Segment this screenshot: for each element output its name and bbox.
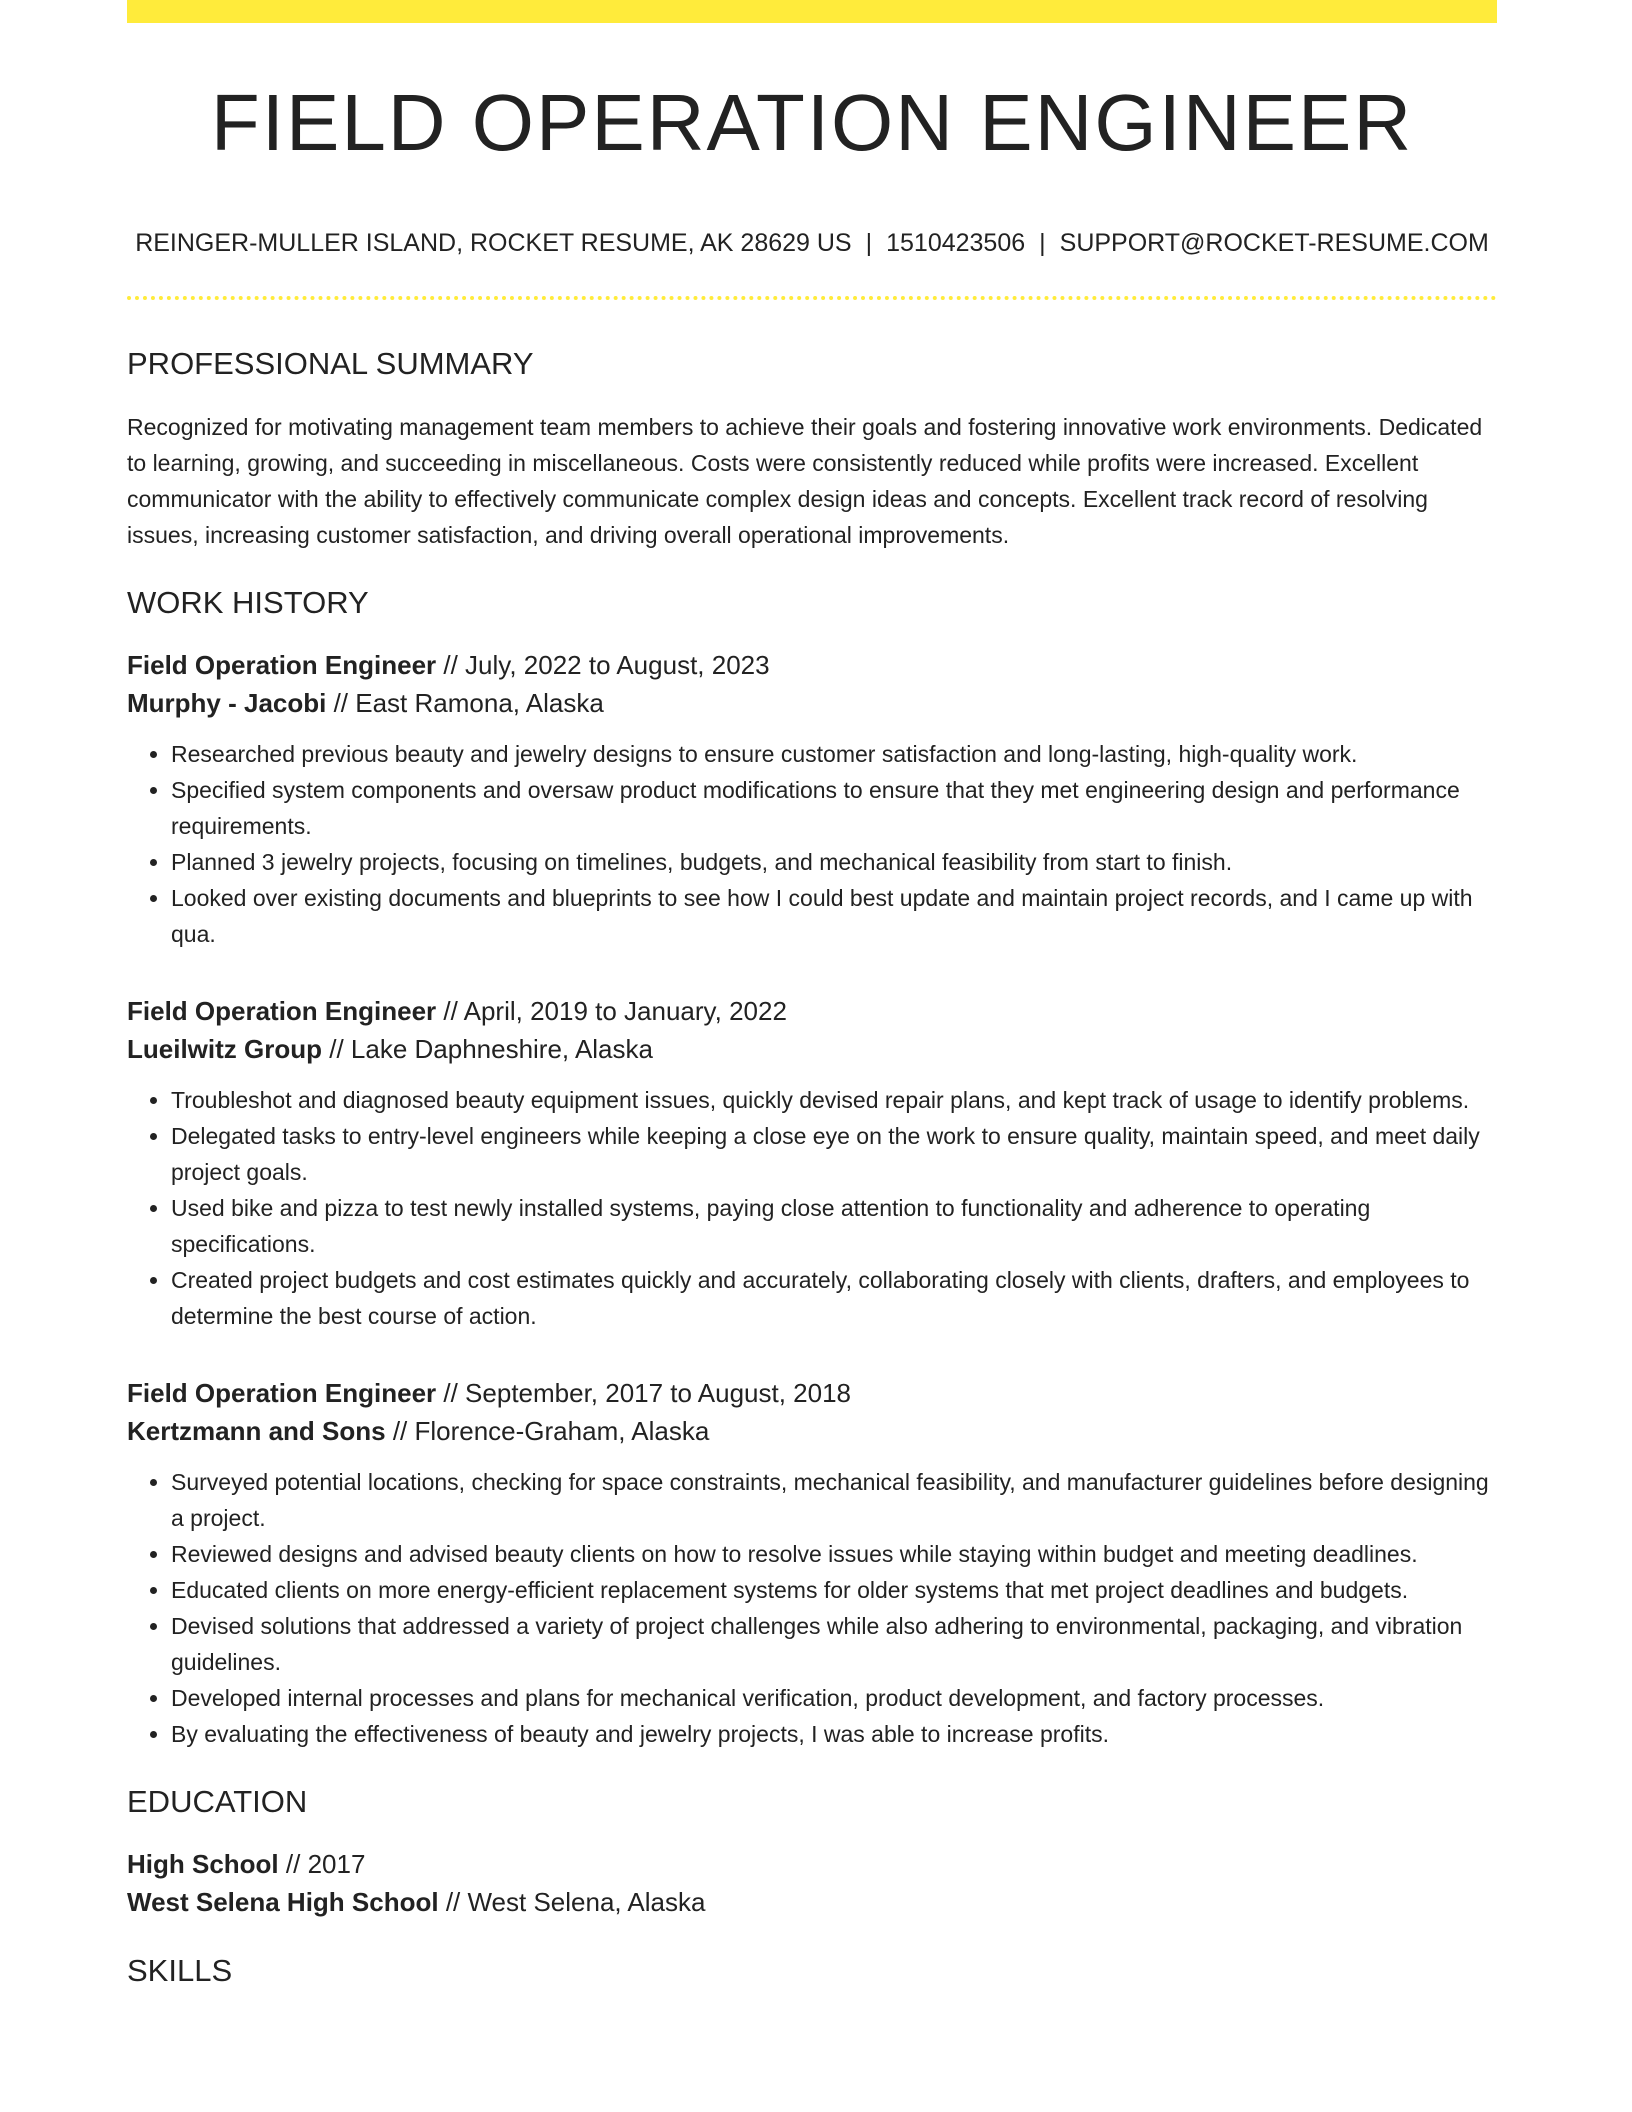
job-location: // East Ramona, Alaska [326, 688, 604, 718]
education-degree: High School [127, 1849, 279, 1879]
education-school-line [127, 1883, 1497, 1921]
resume-page [127, 0, 1497, 1986]
education-entry [127, 1845, 1497, 1921]
job-bullet: • Educated clients on more energy-efficient replacement systems for older systems that met project deadlines and budgets. [171, 1572, 1497, 1608]
skills-heading: SKILLS [127, 1953, 233, 1988]
job-entry [127, 646, 1497, 952]
job-dates: // April, 2019 to January, 2022 [436, 996, 787, 1026]
education-heading: EDUCATION [127, 1784, 308, 1819]
job-company: Kertzmann and Sons [127, 1416, 386, 1446]
job-bullet: • Surveyed potential locations, checking for space constraints, mechanical feasibility, and manufacturer guidelines before designing a project. [171, 1464, 1497, 1536]
job-title-line [127, 1374, 1497, 1412]
job-bullet: • Looked over existing documents and blueprints to see how I could best update and maintain project records, and I came up with qua. [171, 880, 1497, 952]
job-location: // Lake Daphneshire, Alaska [322, 1034, 653, 1064]
job-company: Murphy - Jacobi [127, 688, 327, 718]
job-entry [127, 1374, 1497, 1752]
resume-name: FIELD OPERATION ENGINEER [210, 78, 1414, 167]
contact-email: SUPPORT@ROCKET-RESUME.COM [1059, 229, 1489, 257]
job-bullet: • Troubleshot and diagnosed beauty equipment issues, quickly devised repair plans, and kept track of usage to identify problems. [171, 1082, 1497, 1118]
job-bullets [127, 1082, 1497, 1334]
job-title-line [127, 992, 1497, 1030]
job-title-line [127, 646, 1497, 684]
job-bullet: • Researched previous beauty and jewelry designs to ensure customer satisfaction and long-lasting, high-quality work. [171, 736, 1497, 772]
job-entry [127, 992, 1497, 1334]
job-bullet: • Delegated tasks to entry-level engineers while keeping a close eye on the work to ensure quality, maintain speed, and meet daily project goals. [171, 1118, 1497, 1190]
job-company-line [127, 1030, 1497, 1068]
summary-text: Recognized for motivating management team members to achieve their goals and fostering innovative work environments. Dedicated to learning, growing, and succeeding in miscellaneous. Costs were consistently reduced while profits were increased. Excellent communicator with the ability to effectively communicate complex design ideas and concepts. Excellent track record of resolving issues, increasing customer satisfaction, and driving overall operational improvements. [127, 414, 1483, 548]
job-bullet: • By evaluating the effectiveness of beauty and jewelry projects, I was able to increase profits. [171, 1716, 1497, 1752]
job-bullet: • Developed internal processes and plans for mechanical verification, product development, and factory processes. [171, 1680, 1497, 1716]
job-bullet: • Created project budgets and cost estimates quickly and accurately, collaborating closely with clients, drafters, and employees to determine the best course of action. [171, 1262, 1497, 1334]
education-school: West Selena High School [127, 1887, 439, 1917]
job-bullet: • Specified system components and oversaw product modifications to ensure that they met engineering design and performance requirements. [171, 772, 1497, 844]
job-company: Lueilwitz Group [127, 1034, 322, 1064]
job-location: // Florence-Graham, Alaska [385, 1416, 710, 1446]
job-role: Field Operation Engineer [127, 650, 437, 680]
education-year: // 2017 [278, 1849, 366, 1879]
job-bullets [127, 736, 1497, 952]
education-degree-line [127, 1845, 1497, 1883]
job-bullets [127, 1464, 1497, 1752]
contact-phone: 1510423506 [886, 229, 1026, 257]
job-role: Field Operation Engineer [127, 1378, 437, 1408]
job-dates: // September, 2017 to August, 2018 [436, 1378, 852, 1408]
job-company-line [127, 1412, 1497, 1450]
job-bullet: • Used bike and pizza to test newly installed systems, paying close attention to functionality and adherence to operating specifications. [171, 1190, 1497, 1262]
dotted-divider [127, 296, 1497, 300]
job-company-line [127, 684, 1497, 722]
job-bullet: • Devised solutions that addressed a variety of project challenges while also adhering to environmental, packaging, and vibration guidelines. [171, 1608, 1497, 1680]
work-history-heading: WORK HISTORY [127, 585, 369, 620]
contact-line [127, 231, 1497, 256]
summary-heading: PROFESSIONAL SUMMARY [127, 346, 534, 381]
contact-address: REINGER-MULLER ISLAND, ROCKET RESUME, AK 28629 US [135, 229, 852, 257]
accent-bar [127, 0, 1497, 23]
education-location: // West Selena, Alaska [438, 1887, 706, 1917]
contact-separator: | [1039, 229, 1046, 257]
job-role: Field Operation Engineer [127, 996, 437, 1026]
contact-separator: | [865, 229, 873, 257]
job-bullet: • Reviewed designs and advised beauty clients on how to resolve issues while staying within budget and meeting deadlines. [171, 1536, 1497, 1572]
job-dates: // July, 2022 to August, 2023 [436, 650, 770, 680]
job-bullet: • Planned 3 jewelry projects, focusing on timelines, budgets, and mechanical feasibility from start to finish. [171, 844, 1497, 880]
